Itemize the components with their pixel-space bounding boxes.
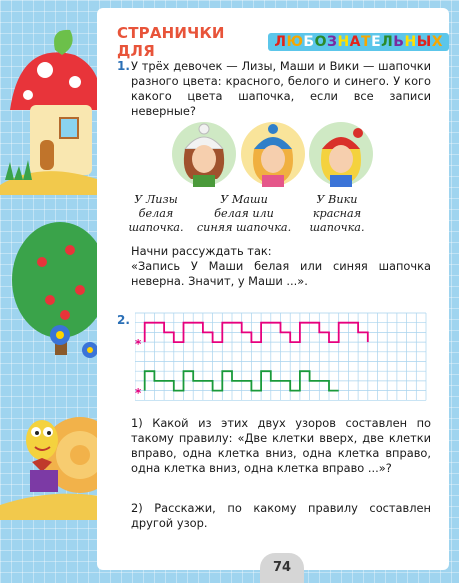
- header-letter: Т: [361, 34, 372, 50]
- task-2-question-1: 1) Какой из этих двух узоров составлен по такому правилу: «Две клетки вверх, две клетки вправо, одна клетка вниз, одна клетка вправо, одна клетка вниз, одна клетка вправо ...»?: [131, 416, 431, 475]
- header-title-part1: СТРАНИЧКИ ДЛЯ: [117, 24, 225, 60]
- caption-liza: [116, 193, 196, 235]
- header-letter: Ь: [393, 34, 405, 50]
- header-letter: Е: [371, 34, 382, 50]
- caption-line: белая или: [214, 207, 274, 220]
- girl-masha-image: [240, 121, 306, 187]
- caption-line: шапочка.: [128, 221, 184, 234]
- task-1-number: 1.: [117, 59, 130, 73]
- caption-line: У Лизы: [134, 193, 178, 206]
- caption-line: У Вики: [316, 193, 358, 206]
- caption-vika: [297, 193, 377, 235]
- caption-line: белая: [138, 207, 174, 220]
- caption-line: красная: [312, 207, 362, 220]
- task-1-text: У трёх девочек — Лизы, Маши и Вики — шапочки разного цвета: красного, белого и синего. У кого какого цвета шапочка, если все записи неверные?: [131, 59, 431, 118]
- header-letter: З: [327, 34, 338, 50]
- hint-line-2: «Запись У Маши белая или синяя шапочка неверна. Значит, у Маши ...».: [131, 259, 431, 288]
- header-letter: Н: [404, 34, 417, 50]
- header-letter: Ы: [416, 34, 432, 50]
- caption-line: шапочка.: [309, 221, 365, 234]
- textbook-page: [97, 8, 449, 575]
- header-letter: А: [349, 34, 362, 50]
- task-2-number: 2.: [117, 313, 130, 327]
- caption-line: У Маши: [220, 193, 268, 206]
- header-letter: Х: [431, 34, 443, 50]
- girl-vika-image: [308, 121, 374, 187]
- header-letter: Л: [274, 34, 287, 50]
- header-letter: Н: [337, 34, 350, 50]
- hint-line-1: Начни рассуждать так:: [131, 244, 272, 258]
- caption-line: синяя шапочка.: [196, 221, 292, 234]
- pink-pattern-start-mark: *: [135, 337, 142, 351]
- header-letter: Б: [303, 34, 315, 50]
- page-number: 74: [260, 553, 304, 583]
- header-letter: О: [314, 34, 327, 50]
- green-pattern-start-mark: *: [135, 386, 142, 400]
- section-header: [117, 24, 449, 60]
- header-letter: Ю: [286, 34, 304, 50]
- girl-liza-image: [171, 121, 237, 187]
- header-title-part2: [268, 33, 449, 51]
- caption-masha: [192, 193, 296, 235]
- header-letter: Л: [381, 34, 394, 50]
- pattern-grid: [135, 308, 427, 403]
- task-2-question-2: 2) Расскажи, по какому правилу составлен другой узор.: [131, 501, 431, 530]
